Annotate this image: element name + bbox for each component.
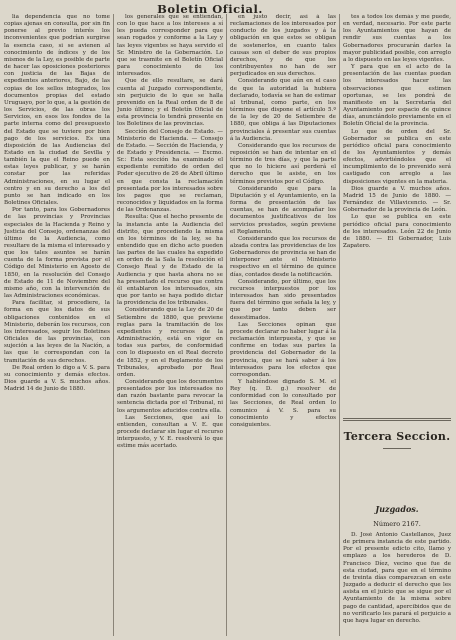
paragraph: en justo decir, así á las reclamaciones de los interesados por conducto de los juzgados y á la obligación en que estos se obligan de sostenerlos, en cuanto tales causas son el deber de sus propios derechos, y de que los contribuyentes no han de ser perjudicados en sus derechos. (230, 14, 336, 78)
page-header-title: Boletin Oficial. (157, 2, 263, 16)
paragraph: Considerando que aún en el caso de que la autoridad la hubiera declarado, todavía se han de estimar al tribunal, como parte, en los términos que dispone el artículo 5.º de la ley de 20 de Setiembre de 1880, que obliga á las Diputaciones provinciales á presentar sus cuentas á la Audiencia. (230, 78, 336, 142)
paragraph: Para facilitar, si procediere, la forma en que los datos de sus obligaciones contenidos en el Ministerio, deberán los recursos, con los interesados, seguir los Boletines Oficiales de las provincias, con sujeción a las leyes de la Nación, a las que le correspondan con la tramitación de sus derechos. (4, 300, 110, 364)
paragraph: Considerando que la Ley de 20 de Setiembre de 1880, que previene reglas para la tramitación de los expedientes y recursos de la Administración, está en vigor en todas sus partes, de conformidad con lo dispuesto en el Real decreto de 1852, y en el Reglamento de los Tribunales, aprobado por Real orden. (117, 307, 223, 378)
paragraph: Lo que de orden del Sr. Gobernador se publica en este periódico oficial para conocimiento de los Ayuntamientos y demás efectos, advirtiéndoles que el incumplimiento de lo prevenido será castigado con arreglo a las disposiciones vigentes en la materia. (343, 128, 451, 185)
text-column-3 (230, 14, 336, 634)
paragraph: lia dependencia que no tome copias ajenas en consulta, por sin fin ponerse al previo interés los inconvenientes que podrían surgirse la esencia caso, si se avienen al conocimiento de índices y de los mismos de la Ley, es posible de parte de hacer las oposiciones posteriores con justicia de las Bajas de expedientes anteriores, Bajo, de las copias de los sellos integrados, los documentos propias del estado Uruguayo, por lo que, a la gestión de los Servicios, de las obras los Servicios, en esos los fondos de la parte interna como del presupuesto del Estado que se tuviere por bien pago de los servicios. Es una disposición de las Audiencias del Estado en la ciudad de Sevilla y también la que el Reino puede en estas leyes publicar, y se harán constar por las referidas Administraciones, en su lugar el centro y en su derecho a los del punto se han indicado en los Boletines Oficiales. (4, 14, 110, 207)
paragraph: Considerando, por último, que los recursos interpuestos por los interesados han sido presentados fuera del término que señala la ley, y que por tanto deben ser desestimados. (230, 278, 336, 321)
paragraph: Considerando que los recursos de reposición se han de intentar en el término de tres días, y que la parte que no lo hiciere así perderá el derecho que le asiste, en los términos previstos por el Código. (230, 142, 336, 185)
paragraph: Y para que en el acto de la presentación de las cuentas puedan los interesados hacer las observaciones que estimen oportunas, se les pondrá de manifiesto en la Secretaría del Ayuntamiento por espacio de quince días, anunciándolo previamente en el Boletín Oficial de la provincia. (343, 64, 451, 128)
column-separator (339, 14, 340, 636)
paragraph: Considerando que para la Diputación y el Ayuntamiento, en la forma de presentación de las cuentas, se han de acompañar los documentos justificativos de los servicios prestados, según previene el Reglamento. (230, 185, 336, 235)
paragraph: Y habiéndose dignado S. M. el Rey (q. D. g.) resolver de conformidad con lo consultado por las Secciones, de Real orden lo comunico á V. S. para su conocimiento y efectos consiguientes. (230, 378, 336, 428)
text-column-4 (343, 14, 451, 394)
section-divider (383, 448, 411, 449)
section-title: Tercera Seccion. (343, 430, 451, 443)
column-separator (226, 14, 227, 636)
paragraph: Considerando que los recursos de alzada contra las providencias de los Gobernadores de provincia se han de interponer ante el Ministerio respectivo en el término de quince días, contados desde la notificación. (230, 235, 336, 278)
notice-text (343, 532, 451, 636)
paragraph: Dios guarde a V. muchos años. Madrid 15 de Junio de 1880. — Fernández de Villavicencio. — Sr. Gobernador de la provincia de León. (343, 185, 451, 214)
paragraph: Las Secciones opinan que procede declarar no haber lugar á la reclamación interpuesta, y que se confirme en todas sus partes la providencia del Gobernador de la provincia, que se hará saber á los interesados para los efectos que correspondan. (230, 321, 336, 378)
text-column-1 (4, 14, 110, 634)
text-column-2 (117, 14, 223, 634)
paragraph: Que de ello resultare, se dará cuenta al Juzgado correspondiente, sin perjuicio de lo que se halla prevenido en la Real orden de 8 de Junio último; y el Boletín Oficial de esta provincia lo tendrá presente en los Boletines de las provincias. (117, 78, 223, 128)
paragraph: De Real orden lo digo a V. S. para su conocimiento y demás efectos. Dios guarde a V. S. muchos años. Madrid 14 de Junio de 1880. (4, 364, 110, 393)
paragraph: Resulta: Que el hecho presente de la instancia ante la Audiencia del distrito, que procediendo la misma en los términos de la ley, se ha entendido que en dicho acto pueden las partes de las cuales ha expedido en orden de la Sala la resolución el Consejo Real y de Estado de la Audiencia y que hasta ahora no se ha presentado el recurso que contra él entablaron los interesados, sin que por tanto se haya podido dictar la providencia de los tribunales. (117, 214, 223, 307)
paragraph: D. José Antonio Castellanos, Juez de primera instancia de este partido. Por el presente edicto cito, llamo y emplazo a los herederos de D. Francisco Díez, vecino que fue de esta ciudad, para que en el término de treinta días comparezcan en este Juzgado a deducir el derecho que les asista en el juicio que se sigue por el Ayuntamiento de la misma sobre pago de cantidad, apercibidos que de no verificarlo les parará el perjuicio a que haya lugar en derecho. (343, 532, 451, 624)
subsection-title: Juzgados. (375, 504, 419, 514)
section-rule-top-double (343, 420, 451, 421)
paragraph: los generales que se entiendan, con lo que hace a los intereses a sí les pueda corresponder para que sean rogados y conforme a la Ley y las leyes vigentes se haya servido el Sr. Ministro de la Gobernación. Lo que se trasmite en el Boletín Oficial para conocimiento de los interesados. (117, 14, 223, 78)
paragraph: Considerando que los documentos presentados por los interesados no dan razón bastante para revocar la sentencia dictada por el Tribunal, ni los argumentos aducidos contra ella. (117, 378, 223, 414)
paragraph: Las Secciones, que así lo entienden, consultan a V. E. que procede declarar sin lugar el recurso interpuesto, y V. E. resolverá lo que estime más acertado. (117, 414, 223, 450)
notice-number: Número 2167. (373, 520, 421, 528)
paragraph: tes a todos los demás y me puede, en verdad, necesario. Por este parte los Ayuntamientos que hayan de rendir sus cuentas a los Gobernadores procurarán darles la mayor publicidad posible, con arreglo a lo dispuesto en las leyes vigentes. (343, 14, 451, 63)
paragraph: Por tanto, para los Gobernadores de las provincias y Provincias especiales de la Hacienda y Reino y Justicia del Consejo, ordenanzas del último de la Audiencia, como resultare de la misma el interesado y que los tales asuntos se harán cuenta de la forma prevista por el Código del Ministerio en Agosto de 1850, en la resolución del Consejo de Estado de 11 de Noviembre del mismo año, con la intervención de las Administraciones económicas. (4, 207, 110, 300)
section-rule-top (343, 418, 451, 419)
paragraph: Sección del Consejo de Estado. — Ministerio de Hacienda. — Consejo de Estado. — Sección de Hacienda, y de Estado y Presidencia. — Excmo. Sr.: Esta sección ha examinado el expediente remitido de orden del Poder ejecutivo de 26 de Abril último en que consta la reclamación presentada por los interesados sobre los pagos que se reclaman, reconocidos y liquidados en la forma de las Ordenanzas. (117, 128, 223, 214)
paragraph: Lo que se publica en este periódico oficial para conocimiento de los interesados. León 22 de Junio de 1880. — El Gobernador, Luis Zapatero. (343, 214, 451, 249)
column-separator (113, 14, 114, 636)
